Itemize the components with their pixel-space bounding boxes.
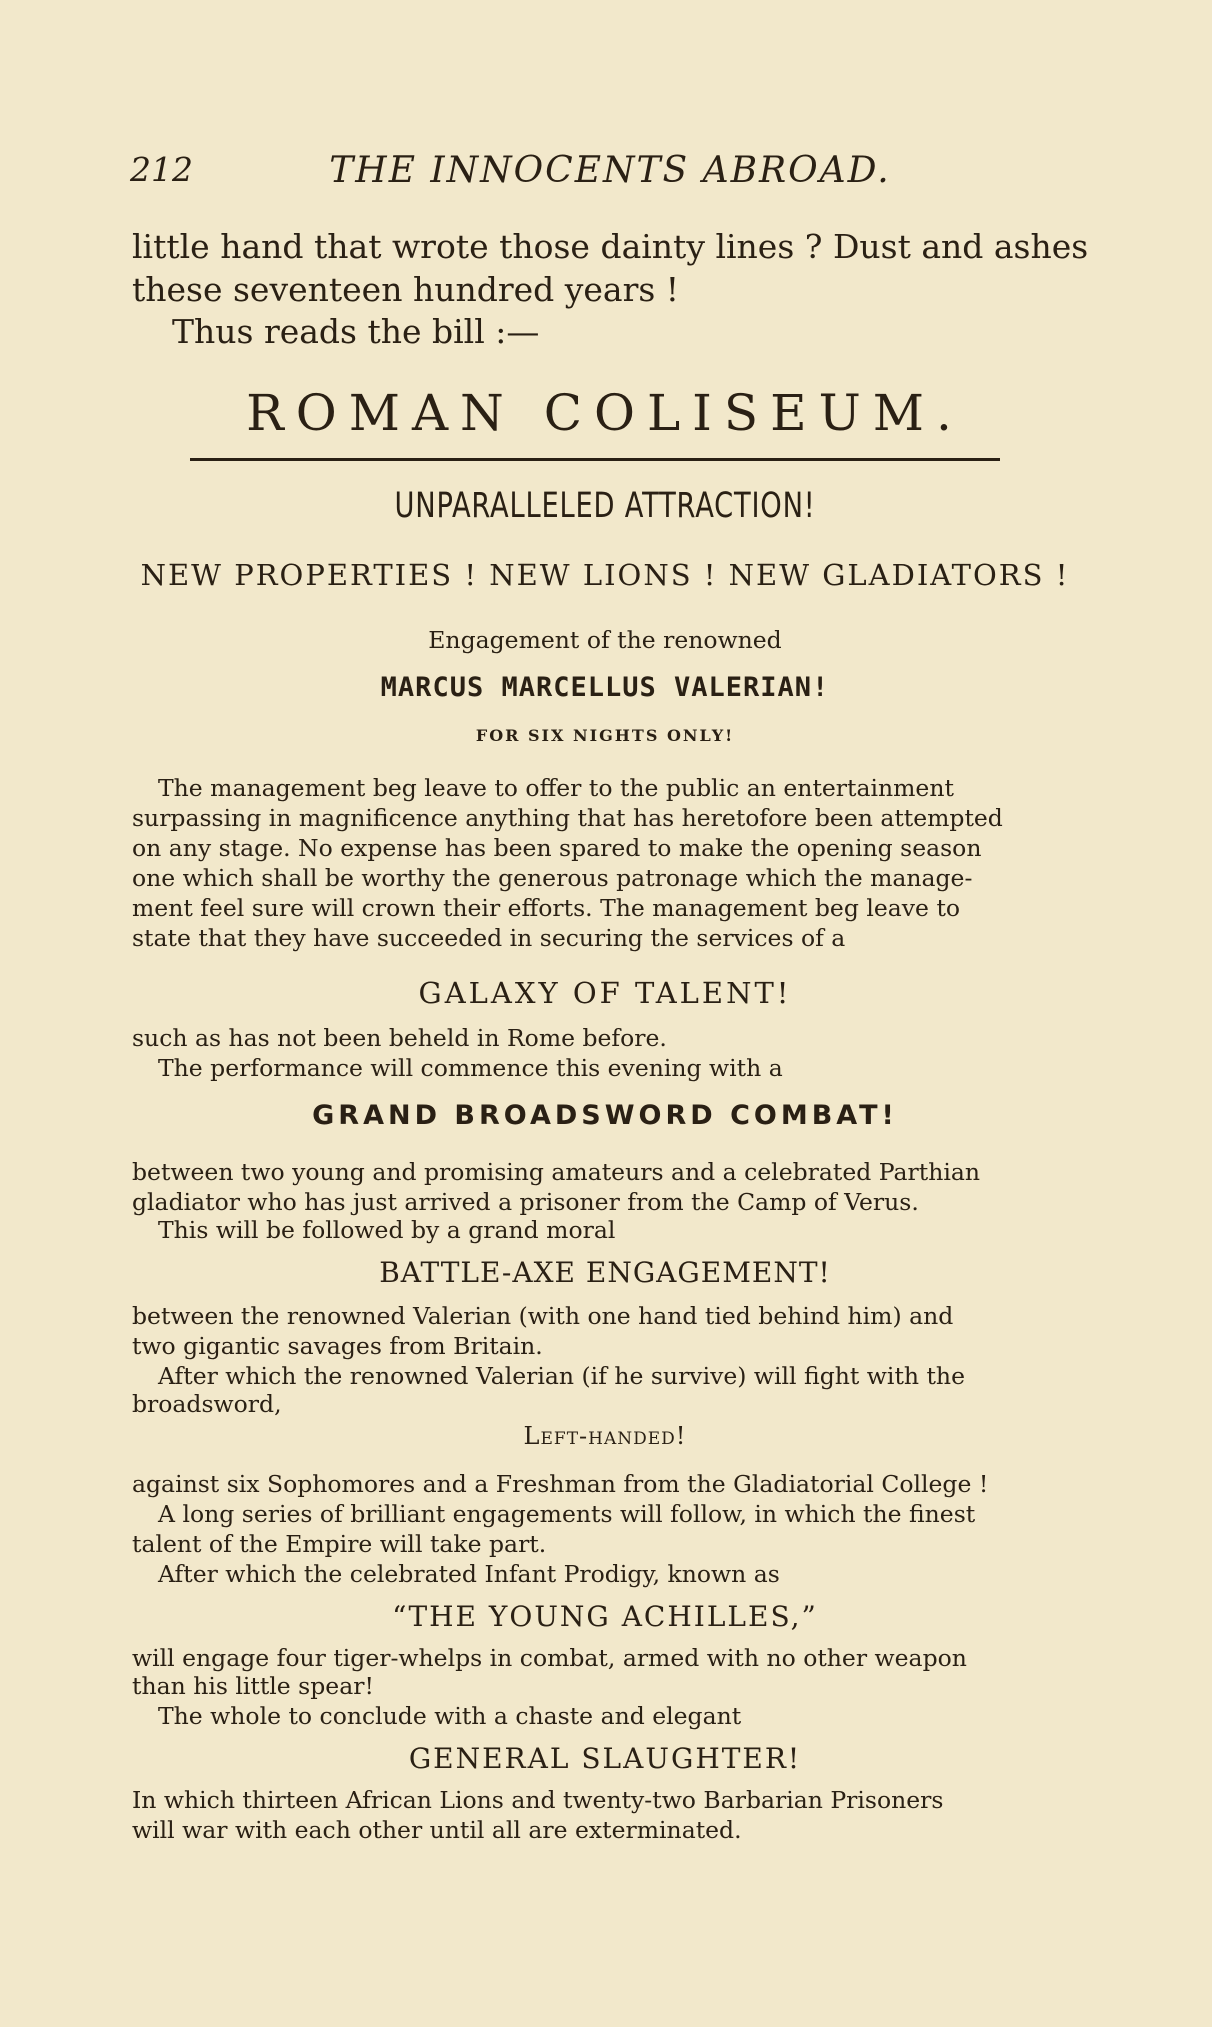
galaxy-heading: GALAXY OF TALENT! [418,976,792,1010]
properties-heading: NEW PROPERTIES ! NEW LIONS ! NEW GLADIATORS ! [140,558,1070,592]
six-nights-line: FOR SIX NIGHTS ONLY! [475,726,735,745]
para5-line-2: A long series of brilliant engagements will follow, in which the finest [158,1500,976,1528]
para7-line-1: In which thirteen African Lions and twenty-two Barbarian Prisoners [132,1786,944,1814]
intro-line-3: Thus reads the bill :— [172,312,540,351]
title-rule [190,458,1000,461]
bill-title: ROMAN COLISEUM. [246,384,964,442]
para6-line-2: than his little spear! [132,1672,374,1700]
para4-line-1: between the renowned Valerian (with one hand tied behind him) and [132,1302,954,1330]
marcus-heading: MARCUS MARCELLUS VALERIAN! [380,672,830,703]
para1-line-3: on any stage. No expense has been spared to make the opening season [132,834,982,862]
para2-line-2: The performance will commence this evening with a [158,1054,783,1082]
engagement-line: Engagement of the renowned [428,626,782,654]
para1-line-2: surpassing in magnificence anything that has heretofore been attempted [132,804,1003,832]
para1-line-1: The management beg leave to offer to the public an entertainment [158,774,954,802]
general-slaughter-heading: GENERAL SLAUGHTER! [408,1742,802,1775]
battle-axe-heading: BATTLE-AXE ENGAGEMENT! [379,1256,831,1289]
attraction-heading: UNPARALLELED ATTRACTION! [394,486,816,526]
page-header [130,150,1090,200]
page-number: 212 [130,150,193,189]
para3-line-2: gladiator who has just arrived a prisoner from the Camp of Verus. [132,1188,919,1216]
para6-line-3: The whole to conclude with a chaste and elegant [158,1702,742,1730]
para4-line-2: two gigantic savages from Britain. [132,1332,543,1360]
para1-line-6: state that they have succeeded in securing the services of a [132,924,846,952]
para2-line-1: such as has not been beheld in Rome before. [132,1024,667,1052]
para5-line-3: talent of the Empire will take part. [132,1530,547,1558]
para4-line-3: After which the renowned Valerian (if he survive) will fight with the [158,1362,965,1390]
para1-line-4: one which shall be worthy the generous patronage which the manage- [132,864,973,892]
intro-line-1: little hand that wrote those dainty lines ? Dust and ashes [132,227,1089,266]
running-title: THE INNOCENTS ABROAD. [329,150,891,191]
para5-line-1: against six Sophomores and a Freshman from the Gladiatorial College ! [132,1470,989,1498]
left-handed-heading: Left-handed! [523,1422,687,1450]
para7-line-2: will war with each other until all are exterminated. [132,1816,742,1844]
grand-combat-heading: GRAND BROADSWORD COMBAT! [312,1100,898,1131]
para3-line-1: between two young and promising amateurs and a celebrated Parthian [132,1158,980,1186]
para5-line-4: After which the celebrated Infant Prodigy, known as [158,1560,780,1588]
para3-line-3: This will be followed by a grand moral [158,1216,616,1244]
intro-line-2: these seventeen hundred years ! [132,270,680,309]
young-achilles-heading: “THE YOUNG ACHILLES,” [392,1600,818,1633]
para4-line-4: broadsword, [132,1390,282,1418]
para6-line-1: will engage four tiger-whelps in combat, armed with no other weapon [132,1644,967,1672]
para1-line-5: ment feel sure will crown their efforts. The management beg leave to [132,894,961,922]
